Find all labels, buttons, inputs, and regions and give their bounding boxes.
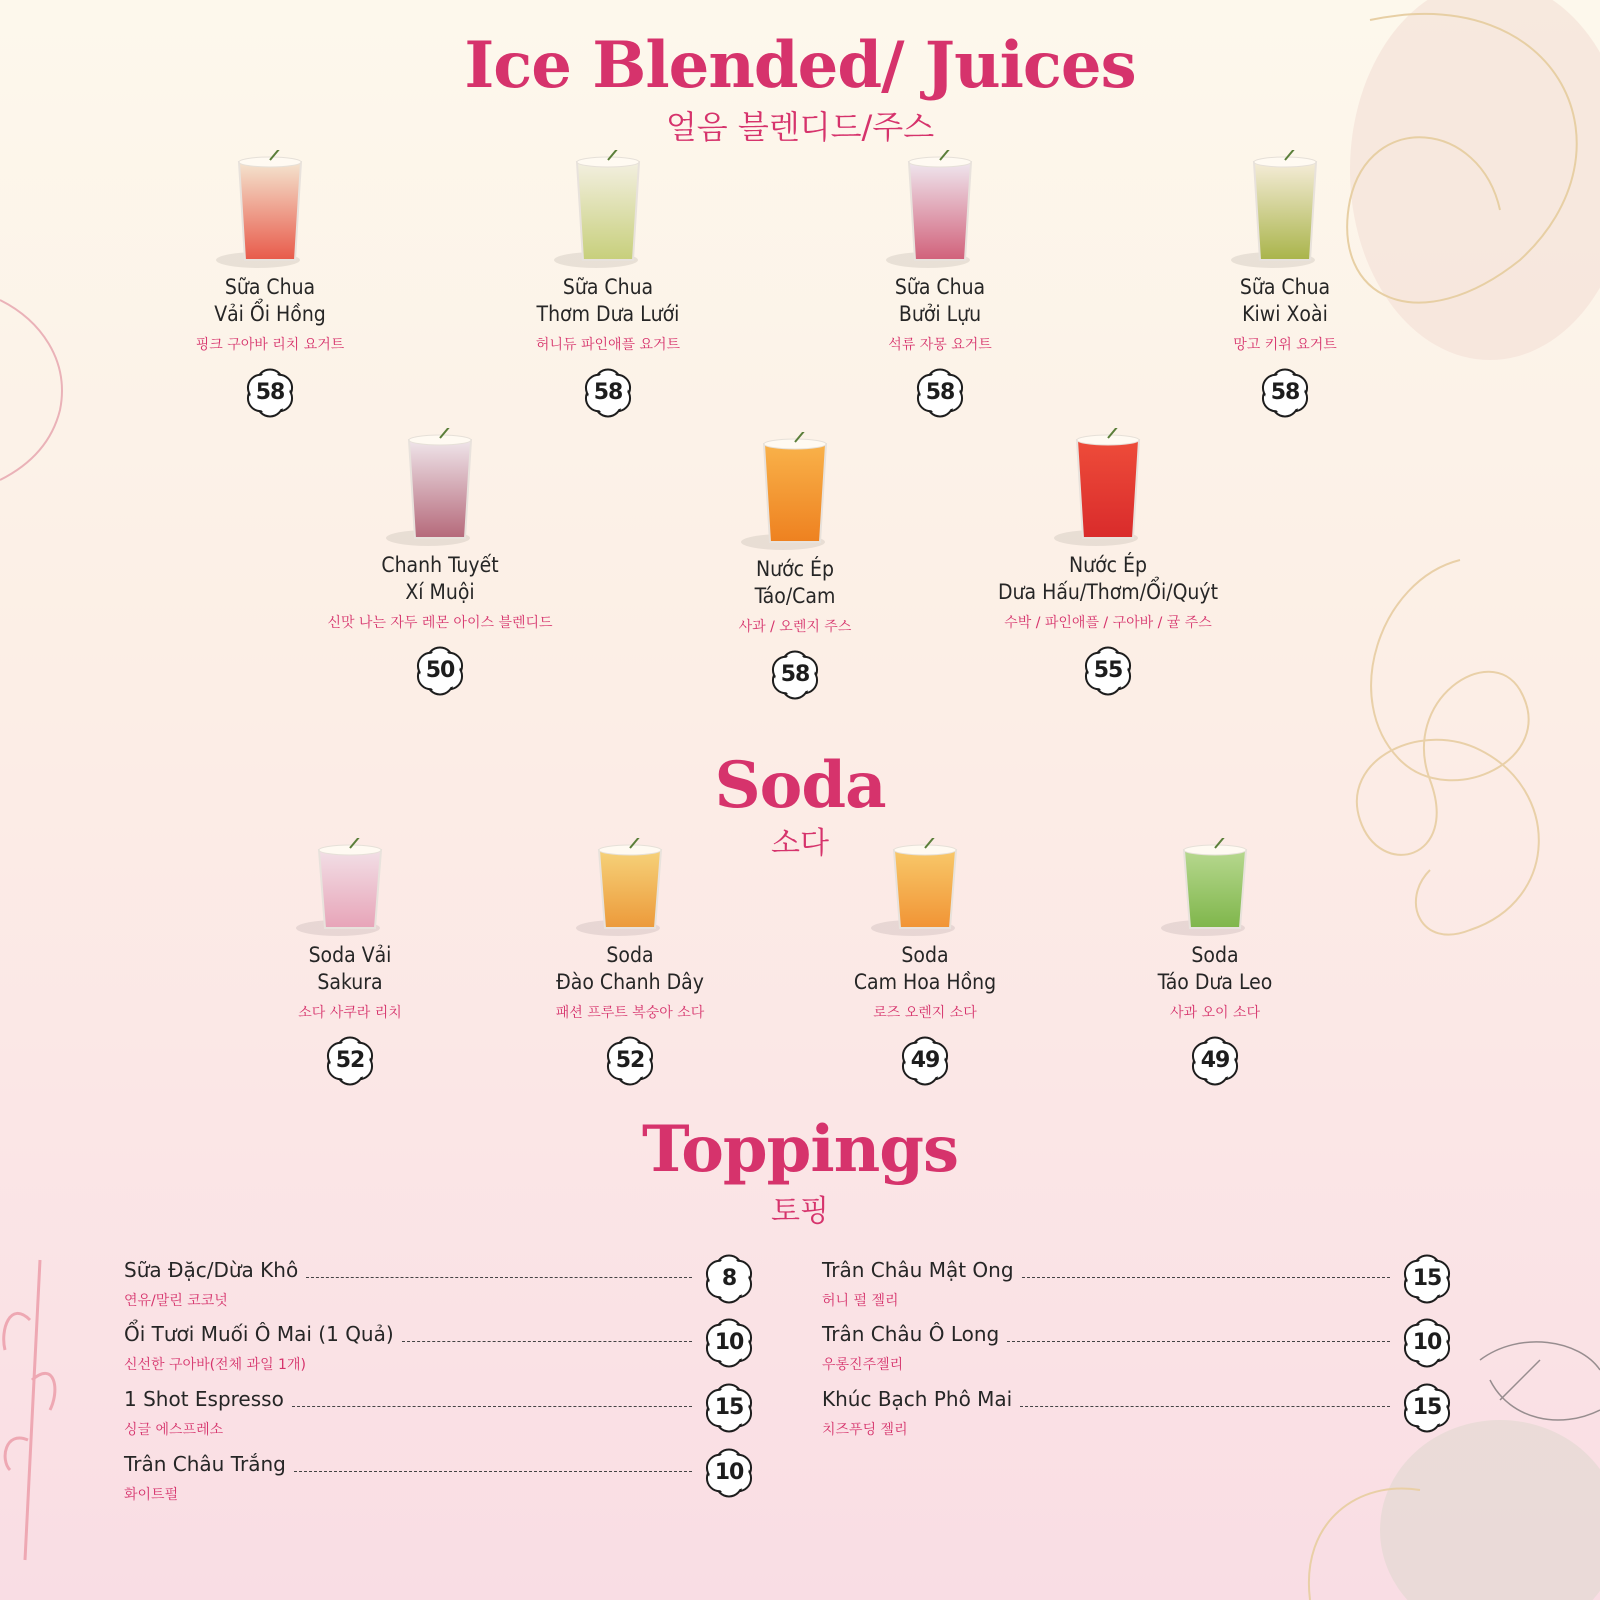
item-korean-name: 소다 사쿠라 리치	[298, 1005, 402, 1021]
price-badge	[698, 1442, 760, 1504]
price-value: 50	[425, 658, 455, 683]
topping-row	[822, 1387, 1462, 1457]
topping-name: Trân Châu Mật Ong	[822, 1258, 1014, 1282]
section-subtitle-ice-blended: 얼음 블렌디드/주스	[665, 108, 935, 146]
price-badge	[698, 1312, 760, 1374]
dotted-leader	[402, 1341, 692, 1342]
price-value: 10	[1412, 1330, 1442, 1355]
price-value: 58	[255, 380, 285, 405]
item-name: Sữa Chua Kiwi Xoài	[1239, 275, 1331, 326]
dotted-leader	[292, 1406, 692, 1407]
dotted-leader	[1020, 1406, 1390, 1407]
topping-row	[822, 1322, 1462, 1392]
price-badge	[909, 362, 971, 424]
price-badge	[577, 362, 639, 424]
item-korean-name: 사과 오이 소다	[1169, 1005, 1261, 1021]
item-korean-name: 핑크 구아바 리치 요거트	[195, 337, 345, 353]
topping-korean-name: 화이트펄	[124, 1487, 179, 1503]
item-korean-name: 사과 / 오렌지 주스	[738, 619, 852, 635]
item-korean-name: 신맛 나는 자두 레몬 아이스 블렌디드	[327, 615, 553, 631]
dotted-leader	[306, 1277, 692, 1278]
item-name: Sữa Chua Bưởi Lựu	[894, 275, 986, 326]
item-korean-name: 수박 / 파인애플 / 구아바 / 귤 주스	[1004, 615, 1212, 631]
drink-image	[1135, 150, 1435, 270]
price-badge	[599, 1030, 661, 1092]
drink-image	[958, 428, 1258, 548]
drink-image	[1065, 838, 1365, 938]
topping-row	[124, 1258, 764, 1328]
section-title-ice-blended: Ice Blended/ Juices	[464, 28, 1136, 103]
section-subtitle-toppings: 토핑	[771, 1194, 829, 1229]
price-badge	[1396, 1248, 1458, 1310]
item-name: Nước Ép Táo/Cam	[754, 557, 836, 608]
item-korean-name: 석류 자몽 요거트	[888, 337, 992, 353]
dotted-leader	[1022, 1277, 1390, 1278]
topping-korean-name: 허니 펄 젤리	[822, 1293, 899, 1309]
price-badge	[698, 1377, 760, 1439]
ice-item	[1135, 150, 1435, 424]
item-name: Soda Vải Sakura	[308, 943, 392, 994]
item-name: Chanh Tuyết Xí Muội	[381, 553, 499, 604]
drink-image	[200, 838, 500, 938]
price-badge	[1077, 640, 1139, 702]
ice-item	[120, 150, 420, 424]
price-badge	[698, 1248, 760, 1310]
drink-image	[120, 150, 420, 270]
drink-image	[480, 838, 780, 938]
topping-name: Trân Châu Ô Long	[822, 1322, 1000, 1346]
topping-row	[822, 1258, 1462, 1328]
price-value: 10	[714, 1460, 744, 1485]
item-name: Sữa Chua Thơm Dưa Lưới	[536, 275, 680, 326]
topping-row	[124, 1387, 764, 1457]
topping-row	[124, 1322, 764, 1392]
section-subtitle-soda: 소다	[771, 826, 829, 861]
dotted-leader	[294, 1471, 692, 1472]
price-value: 15	[1412, 1266, 1442, 1291]
ice-item	[790, 150, 1090, 424]
topping-name: 1 Shot Espresso	[124, 1387, 284, 1411]
item-korean-name: 로즈 오렌지 소다	[873, 1005, 977, 1021]
soda-item	[200, 838, 500, 1092]
ice-item	[458, 150, 758, 424]
topping-name: Trân Châu Trắng	[124, 1452, 286, 1476]
item-korean-name: 허니듀 파인애플 요거트	[535, 337, 681, 353]
dotted-leader	[1007, 1341, 1390, 1342]
price-value: 15	[1412, 1395, 1442, 1420]
price-value: 55	[1093, 658, 1123, 683]
price-badge	[409, 640, 471, 702]
soda-item	[1065, 838, 1365, 1092]
section-title-toppings: Toppings	[641, 1112, 959, 1187]
drink-image	[790, 150, 1090, 270]
price-badge	[1396, 1377, 1458, 1439]
topping-korean-name: 연유/말린 코코넛	[124, 1293, 228, 1309]
ice-item	[958, 428, 1258, 702]
drink-image	[290, 428, 590, 548]
price-value: 52	[335, 1048, 365, 1073]
price-value: 8	[721, 1266, 737, 1291]
topping-name: Sữa Đặc/Dừa Khô	[124, 1258, 299, 1282]
price-badge	[239, 362, 301, 424]
price-value: 49	[1200, 1048, 1230, 1073]
price-value: 10	[714, 1330, 744, 1355]
item-name: Soda Đào Chanh Dây	[556, 943, 704, 994]
item-korean-name: 패션 프루트 복숭아 소다	[555, 1005, 705, 1021]
item-name: Nước Ép Dưa Hấu/Thơm/Ổi/Quýt	[998, 553, 1218, 604]
drink-image	[458, 150, 758, 270]
topping-korean-name: 싱글 에스프레소	[124, 1422, 224, 1438]
soda-item	[480, 838, 780, 1092]
topping-korean-name: 치즈푸딩 젤리	[822, 1422, 908, 1438]
topping-korean-name: 신선한 구아바(전체 과일 1개)	[124, 1357, 306, 1373]
drink-image	[775, 838, 1075, 938]
item-korean-name: 망고 키위 요거트	[1233, 337, 1337, 353]
price-badge	[894, 1030, 956, 1092]
price-value: 58	[593, 380, 623, 405]
price-value: 15	[714, 1395, 744, 1420]
item-name: Soda Táo Dưa Leo	[1157, 943, 1273, 994]
drink-image	[645, 432, 945, 552]
section-title-soda: Soda	[714, 748, 886, 823]
price-value: 58	[925, 380, 955, 405]
price-badge	[1396, 1312, 1458, 1374]
item-name: Sữa Chua Vải Ổi Hồng	[214, 275, 326, 326]
price-badge	[319, 1030, 381, 1092]
topping-korean-name: 우롱진주젤리	[822, 1357, 904, 1373]
price-value: 52	[615, 1048, 645, 1073]
price-value: 58	[780, 662, 810, 687]
ice-item	[645, 432, 945, 706]
topping-name: Ổi Tươi Muối Ô Mai (1 Quả)	[124, 1322, 394, 1346]
ice-item	[290, 428, 590, 702]
price-badge	[764, 644, 826, 706]
topping-name: Khúc Bạch Phô Mai	[822, 1387, 1013, 1411]
price-value: 58	[1270, 380, 1300, 405]
item-name: Soda Cam Hoa Hồng	[853, 943, 997, 994]
topping-row	[124, 1452, 764, 1522]
price-badge	[1254, 362, 1316, 424]
price-badge	[1184, 1030, 1246, 1092]
price-value: 49	[910, 1048, 940, 1073]
soda-item	[775, 838, 1075, 1092]
